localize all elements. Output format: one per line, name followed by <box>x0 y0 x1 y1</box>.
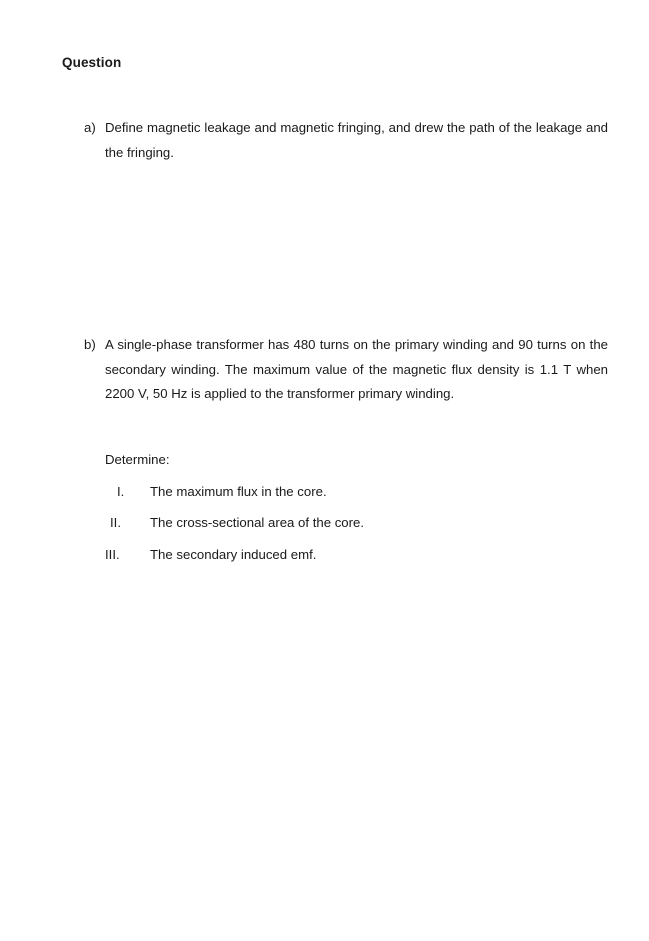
determine-label: Determine: <box>105 452 170 467</box>
list-item-text: The secondary induced emf. <box>150 547 317 562</box>
list-item <box>105 484 505 499</box>
list-item-text: The cross-sectional area of the core. <box>150 515 365 530</box>
list-item-number: III. <box>105 547 120 562</box>
part-b-label: b) <box>84 337 96 352</box>
list-item <box>105 515 505 530</box>
list-item-text: The maximum flux in the core. <box>150 484 327 499</box>
part-a-text: Define magnetic leakage and magnetic fringing, and drew the path of the leakage and the fringing. <box>105 120 608 160</box>
part-b-text: A single-phase transformer has 480 turns on the primary winding and 90 turns on the secondary winding. The maximum value of the magnetic flux density is 1.1 T when 2200 V, 50 Hz is applied to the transformer primary winding. <box>105 337 608 401</box>
list-item <box>105 547 505 562</box>
list-item-number: I. <box>117 484 125 499</box>
part-a-label: a) <box>84 120 96 135</box>
question-part-b <box>84 333 608 407</box>
list-item-number: II. <box>110 515 121 530</box>
question-heading: Question <box>62 55 122 70</box>
question-part-a <box>84 116 608 165</box>
